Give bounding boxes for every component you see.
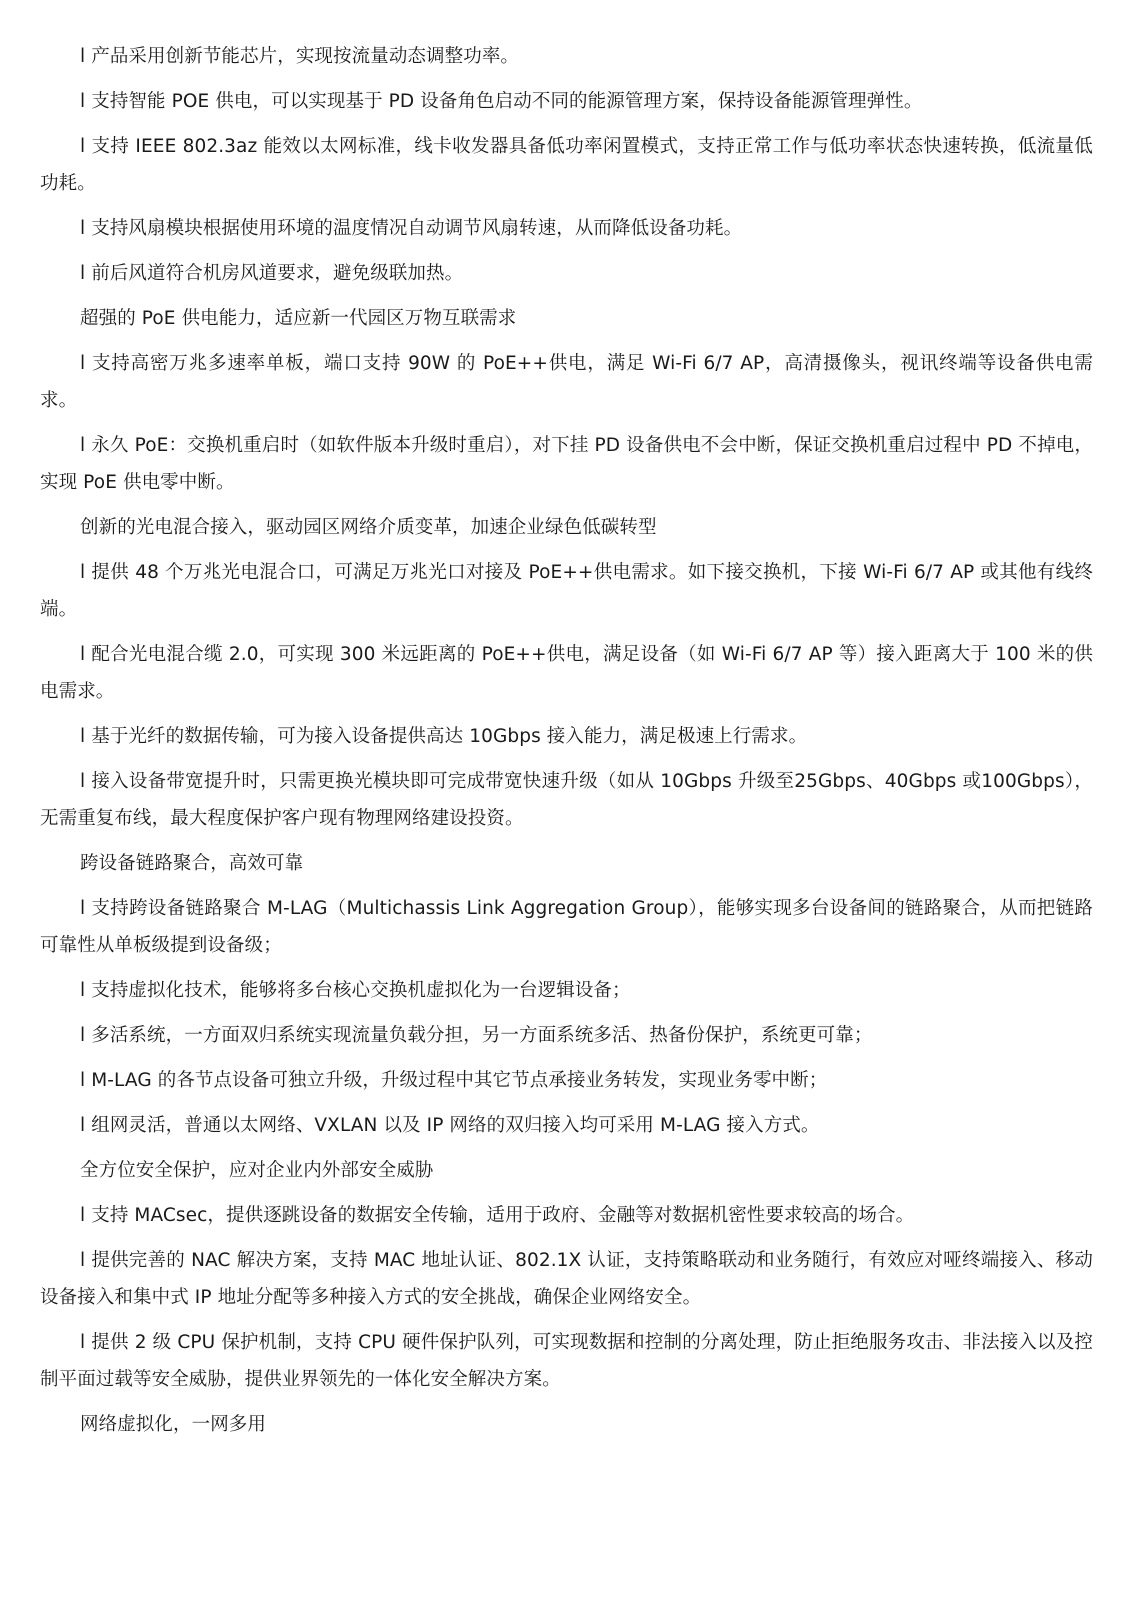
paragraph-17: l M-LAG 的各节点设备可独立升级，升级过程中其它节点承接业务转发，实现业务零中断； bbox=[80, 1070, 828, 1091]
paragraph-0: l 产品采用创新节能芯片，实现按流量动态调整功率。 bbox=[80, 46, 520, 67]
paragraph-6: l 支持高密万兆多速率单板，端口支持 90W 的 PoE++供电，满足 Wi-Fi 6/7 AP，高清摄像头，视讯终端等设备供电需求。 bbox=[40, 353, 1093, 411]
paragraph-7: l 永久 PoE：交换机重启时（如软件版本升级时重启），对下挂 PD 设备供电不会中断，保证交换机重启过程中 PD 不掉电，实现 PoE 供电零中断。 bbox=[40, 435, 1093, 493]
paragraph-21: l 提供完善的 NAC 解决方案，支持 MAC 地址认证、802.1X 认证，支持策略联动和业务随行，有效应对哑终端接入、移动设备接入和集中式 IP 地址分配等多种接入方式的安全挑战，确保企业网络安全。 bbox=[40, 1250, 1093, 1308]
paragraph-15: l 支持虚拟化技术，能够将多台核心交换机虚拟化为一台逻辑设备； bbox=[80, 980, 631, 1001]
paragraph-16: l 多活系统，一方面双归系统实现流量负载分担，另一方面系统多活、热备份保护，系统更可靠； bbox=[80, 1025, 873, 1046]
paragraph-18: l 组网灵活，普通以太网络、VXLAN 以及 IP 网络的双归接入均可采用 M-LAG 接入方式。 bbox=[80, 1115, 820, 1136]
paragraph-1: l 支持智能 POE 供电，可以实现基于 PD 设备角色启动不同的能源管理方案，保持设备能源管理弹性。 bbox=[80, 91, 923, 112]
section-heading-security: 全方位安全保护，应对企业内外部安全威胁 bbox=[80, 1160, 434, 1181]
section-heading-virtualization: 网络虚拟化，一网多用 bbox=[80, 1414, 267, 1435]
paragraph-11: l 基于光纤的数据传输，可为接入设备提供高达 10Gbps 接入能力，满足极速上行需求。 bbox=[80, 726, 808, 747]
paragraph-2: l 支持 IEEE 802.3az 能效以太网标准，线卡收发器具备低功率闲置模式，支持正常工作与低功率状态快速转换，低流量低功耗。 bbox=[40, 136, 1093, 194]
paragraph-4: l 前后风道符合机房风道要求，避免级联加热。 bbox=[80, 263, 464, 284]
paragraph-9: l 提供 48 个万兆光电混合口，可满足万兆光口对接及 PoE++供电需求。如下接交换机，下接 Wi-Fi 6/7 AP 或其他有线终端。 bbox=[40, 562, 1093, 620]
document-body bbox=[40, 38, 1093, 1451]
paragraph-10: l 配合光电混合缆 2.0，可实现 300 米远距离的 PoE++供电，满足设备（如 Wi-Fi 6/7 AP 等）接入距离大于 100 米的供电需求。 bbox=[40, 644, 1093, 702]
section-heading-hybrid-access: 创新的光电混合接入，驱动园区网络介质变革，加速企业绿色低碳转型 bbox=[80, 517, 657, 538]
paragraph-22: l 提供 2 级 CPU 保护机制，支持 CPU 硬件保护队列，可实现数据和控制的分离处理，防止拒绝服务攻击、非法接入以及控制平面过载等安全威胁，提供业界领先的一体化安全解决方案。 bbox=[40, 1332, 1093, 1390]
section-heading-poe: 超强的 PoE 供电能力，适应新一代园区万物互联需求 bbox=[80, 308, 517, 329]
paragraph-20: l 支持 MACsec，提供逐跳设备的数据安全传输，适用于政府、金融等对数据机密性要求较高的场合。 bbox=[80, 1205, 915, 1226]
section-heading-mlag: 跨设备链路聚合，高效可靠 bbox=[80, 853, 304, 874]
paragraph-12: l 接入设备带宽提升时，只需更换光模块即可完成带宽快速升级（如从 10Gbps 升级至25Gbps、40Gbps 或100Gbps），无需重复布线，最大程度保护客户现有物理网络建设投资。 bbox=[40, 771, 1093, 829]
paragraph-14: l 支持跨设备链路聚合 M-LAG（Multichassis Link Aggregation Group），能够实现多台设备间的链路聚合，从而把链路可靠性从单板级提到设备级； bbox=[40, 898, 1093, 956]
paragraph-3: l 支持风扇模块根据使用环境的温度情况自动调节风扇转速，从而降低设备功耗。 bbox=[80, 218, 743, 239]
